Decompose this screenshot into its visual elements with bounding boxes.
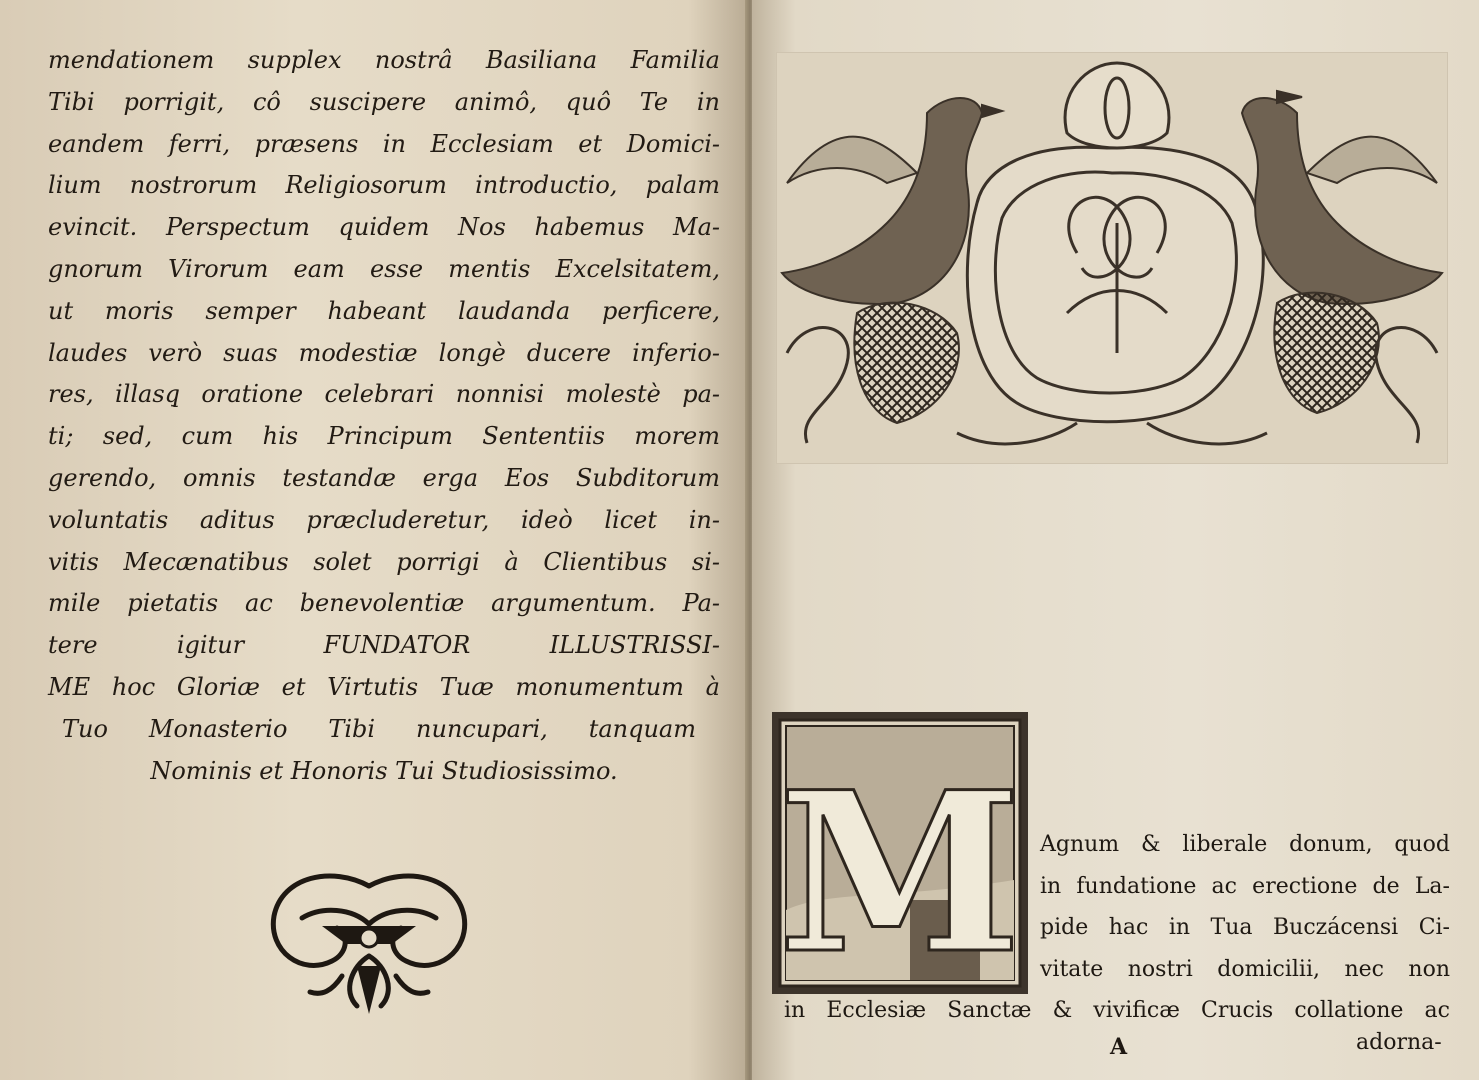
dedication-line: lium nostrorum Religiosorum introductio, palam [48,171,720,200]
dedication-line: tere igitur FUNDATOR ILLUSTRISSI- [48,631,720,660]
dedication-closing-line: Nominis et Honoris Tui Studiosissimo. [150,756,618,785]
dedication-line: evincit. Perspectum quidem Nos habemus Ma- [48,213,720,242]
fleuron-ornament [262,866,476,1014]
body-line: Agnum & liberale donum, quod [1040,832,1450,857]
dedication-line: voluntatis aditus præcluderetur, ideò licet in- [48,505,720,534]
dedication-line: eandem ferri, præsens in Ecclesiam et Domici- [48,129,720,158]
headpiece-engraving-icon [776,52,1448,464]
dedication-line: gerendo, omnis testandæ erga Eos Subditorum [48,463,720,492]
body-line: vitate nostri domicilii, nec non [1040,956,1450,982]
body-line: in fundatione ac erectione de La- [1040,873,1450,899]
dedication-text [48,40,720,792]
dedication-line: gnorum Virorum eam esse mentis Excelsitatem, [48,254,720,283]
body-text [1040,824,1450,990]
historiated-initial-icon [770,710,1030,996]
body-full-line: in Ecclesiæ Sanctæ & vivificæ Crucis collatione ac [784,998,1450,1023]
dedication-line: vitis Mecænatibus solet porrigi à Clientibus si- [48,547,720,576]
dedication-line: mendationem supplex nostrâ Basiliana Familia [48,46,720,74]
dedication-line: mile pietatis ac benevolentiæ argumentum. Pa- [48,589,720,618]
dedication-line: Tuo Monasterio Tibi nuncupari, tanquam [62,714,696,743]
dedication-line: res, illasq̧ oratione celebrari nonnisi molestè pa- [48,380,720,409]
dedication-line: ut moris semper habeant laudanda perficere, [48,296,720,325]
signature-mark: A [1110,1034,1128,1060]
initial-letter: M [778,743,1022,996]
dedication-line: ti; sed, cum his Principum Sententiis morem [48,422,720,451]
dedication-line: ME hoc Gloriæ et Virtutis Tuæ monumentum à [48,672,720,701]
catchword: adorna- [1356,1030,1442,1055]
body-line: pide hac in Tua Buczácensi Ci- [1040,915,1450,940]
dedication-line: Tibi porrigit, cô suscipere animô, quô Te in [48,87,720,116]
dedication-line: laudes verò suas modestiæ longè ducere inferio- [48,338,720,367]
